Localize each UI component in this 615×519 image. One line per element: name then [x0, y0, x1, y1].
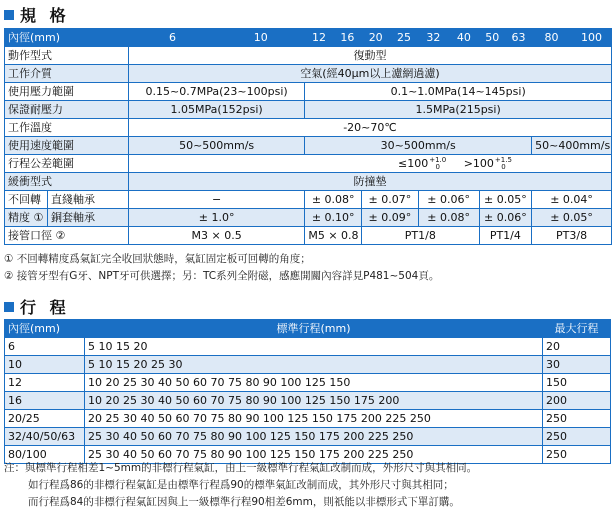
tol-upper: +1.0	[429, 155, 447, 164]
table-row	[5, 392, 611, 410]
row-label: 使用速度範圍	[5, 137, 129, 155]
tol-upper: +1.5	[494, 155, 512, 164]
stroke-header-row	[5, 320, 611, 338]
spec-header-bore: 內徑(mm)	[5, 29, 129, 47]
spec-note-2: ② 接管牙型有G牙、NPT牙可供選擇；另：TC系列全附磁，感應開關內容詳見P481~504頁。	[4, 270, 440, 282]
row-value: ± 0.08°	[418, 209, 479, 227]
spec-row-temp	[5, 119, 612, 137]
row-label: 不回轉	[5, 191, 48, 209]
spec-header-cell: 100	[572, 29, 612, 47]
spec-note-1: ① 不回轉精度爲氣缸完全收回狀態時，氣缸固定板可回轉的角度；	[4, 253, 311, 265]
stroke-title: 行 程	[20, 298, 70, 317]
row-value: ± 0.09°	[362, 209, 419, 227]
spec-row-proof	[5, 101, 612, 119]
row-value: 1.05MPa(152psi)	[128, 101, 304, 119]
spec-header-cell: 63	[505, 29, 531, 47]
row-label: 接管口徑 ②	[5, 227, 129, 245]
row-label: 精度 ①	[5, 209, 48, 227]
spec-table	[4, 28, 612, 245]
spec-row-precision-2	[5, 209, 612, 227]
tol-lower: 0	[501, 162, 506, 171]
stroke-max: 250	[543, 410, 611, 428]
stroke-std: 10 20 25 30 40 50 60 70 75 80 90 100 125 150	[85, 374, 543, 392]
spec-row-pressure	[5, 83, 612, 101]
spec-header-cell: 40	[449, 29, 479, 47]
stroke-header-std: 標準行程(mm)	[85, 320, 543, 338]
row-value: ± 1.0°	[128, 209, 304, 227]
stroke-header-bore: 內徑(mm)	[5, 320, 85, 338]
row-label: 工作介質	[5, 65, 129, 83]
spec-header-cell: 12	[305, 29, 333, 47]
row-value: -20~70℃	[128, 119, 611, 137]
stroke-table	[4, 319, 611, 464]
row-label: 工作溫度	[5, 119, 129, 137]
row-label: 使用壓力範圍	[5, 83, 129, 101]
spec-row-port	[5, 227, 612, 245]
row-value: M3 × 0.5	[128, 227, 304, 245]
row-label: 保證耐壓力	[5, 101, 129, 119]
stroke-header-max: 最大行程	[543, 320, 611, 338]
stroke-std: 5 10 15 20 25 30	[85, 356, 543, 374]
tol-small-limits	[429, 157, 446, 171]
stroke-max: 30	[543, 356, 611, 374]
row-label: 緩衝型式	[5, 173, 129, 191]
stroke-bore: 12	[5, 374, 85, 392]
square-bullet-icon	[4, 302, 14, 312]
row-value	[128, 155, 611, 173]
stroke-max: 20	[543, 338, 611, 356]
spec-section-header	[4, 3, 70, 26]
tol-large-limits	[495, 157, 512, 171]
spec-row-precision-1	[5, 191, 612, 209]
spec-header-cell: 20	[362, 29, 390, 47]
spec-row-cushion	[5, 173, 612, 191]
row-value: 空氣(經40μm以上濾網過濾)	[128, 65, 611, 83]
row-value: PT1/4	[479, 227, 532, 245]
stroke-bore: 20/25	[5, 410, 85, 428]
spec-header-cell: 50	[479, 29, 505, 47]
row-value: −	[128, 191, 304, 209]
row-value: 1.5MPa(215psi)	[305, 101, 612, 119]
spec-header-cell: 25	[390, 29, 418, 47]
tol-large: >100	[463, 156, 494, 170]
row-value: 復動型	[128, 47, 611, 65]
table-row	[5, 428, 611, 446]
stroke-bore: 80/100	[5, 446, 85, 464]
row-value: 防撞墊	[128, 173, 611, 191]
row-value: 0.1~1.0MPa(14~145psi)	[305, 83, 612, 101]
row-label: 行程公差範圍	[5, 155, 129, 173]
stroke-note-2: 如行程爲86的非標行程氣缸是由標準行程爲90的標準氣缸改制而成，其外形尺寸與其相同；	[28, 479, 454, 491]
row-sublabel: 銅套軸承	[48, 209, 129, 227]
stroke-max: 250	[543, 446, 611, 464]
table-row	[5, 374, 611, 392]
row-value: ± 0.10°	[305, 209, 362, 227]
spec-title: 規 格	[20, 6, 70, 25]
square-bullet-icon	[4, 10, 14, 20]
stroke-max: 200	[543, 392, 611, 410]
table-row	[5, 410, 611, 428]
spec-header-cell: 16	[333, 29, 361, 47]
row-value: ± 0.05°	[479, 191, 532, 209]
stroke-section-header	[4, 295, 70, 318]
spec-header-cell: 10	[217, 29, 305, 47]
spec-header-cell: 32	[418, 29, 448, 47]
row-value: ± 0.08°	[305, 191, 362, 209]
stroke-max: 150	[543, 374, 611, 392]
stroke-note-1: 注：與標準行程相差1~5mm的非標行程氣缸，由上一級標準行程氣缸改制而成，外形尺寸與其相同。	[4, 462, 478, 474]
row-value: 50~400mm/s	[532, 137, 612, 155]
spec-row-action	[5, 47, 612, 65]
stroke-note-3: 而行程爲84的非標行程氣缸因與上一級標準行程90相差6mm，則祇能以非標形式下單訂購。	[28, 496, 460, 508]
stroke-std: 25 30 40 50 60 70 75 80 90 100 125 150 175 200 225 250	[85, 428, 543, 446]
stroke-bore: 32/40/50/63	[5, 428, 85, 446]
row-sublabel: 直綫軸承	[48, 191, 129, 209]
table-row	[5, 356, 611, 374]
row-value: ± 0.04°	[532, 191, 612, 209]
tol-small: ≤100	[397, 156, 429, 170]
stroke-bore: 16	[5, 392, 85, 410]
spec-row-medium	[5, 65, 612, 83]
row-value: ± 0.05°	[532, 209, 612, 227]
stroke-bore: 10	[5, 356, 85, 374]
spec-header-cell: 6	[128, 29, 216, 47]
row-value: 0.15~0.7MPa(23~100psi)	[128, 83, 304, 101]
stroke-std: 25 30 40 50 60 70 75 80 90 100 125 150 175 200 225 250	[85, 446, 543, 464]
row-value: ± 0.06°	[418, 191, 479, 209]
row-value: ± 0.07°	[362, 191, 419, 209]
spec-header-cell: 80	[532, 29, 572, 47]
stroke-std: 5 10 15 20	[85, 338, 543, 356]
row-value: 50~500mm/s	[128, 137, 304, 155]
row-value: PT3/8	[532, 227, 612, 245]
table-row	[5, 338, 611, 356]
spec-header-row	[5, 29, 612, 47]
row-value: 30~500mm/s	[305, 137, 532, 155]
tol-lower: 0	[435, 162, 440, 171]
spec-row-speed	[5, 137, 612, 155]
row-value: PT1/8	[362, 227, 480, 245]
row-value: ± 0.06°	[479, 209, 532, 227]
row-label: 動作型式	[5, 47, 129, 65]
stroke-std: 10 20 25 30 40 50 60 70 75 80 90 100 125 150 175 200	[85, 392, 543, 410]
stroke-max: 250	[543, 428, 611, 446]
row-value: M5 × 0.8	[305, 227, 362, 245]
stroke-bore: 6	[5, 338, 85, 356]
spec-row-stroke-tolerance	[5, 155, 612, 173]
stroke-std: 20 25 30 40 50 60 70 75 80 90 100 125 150 175 200 225 250	[85, 410, 543, 428]
